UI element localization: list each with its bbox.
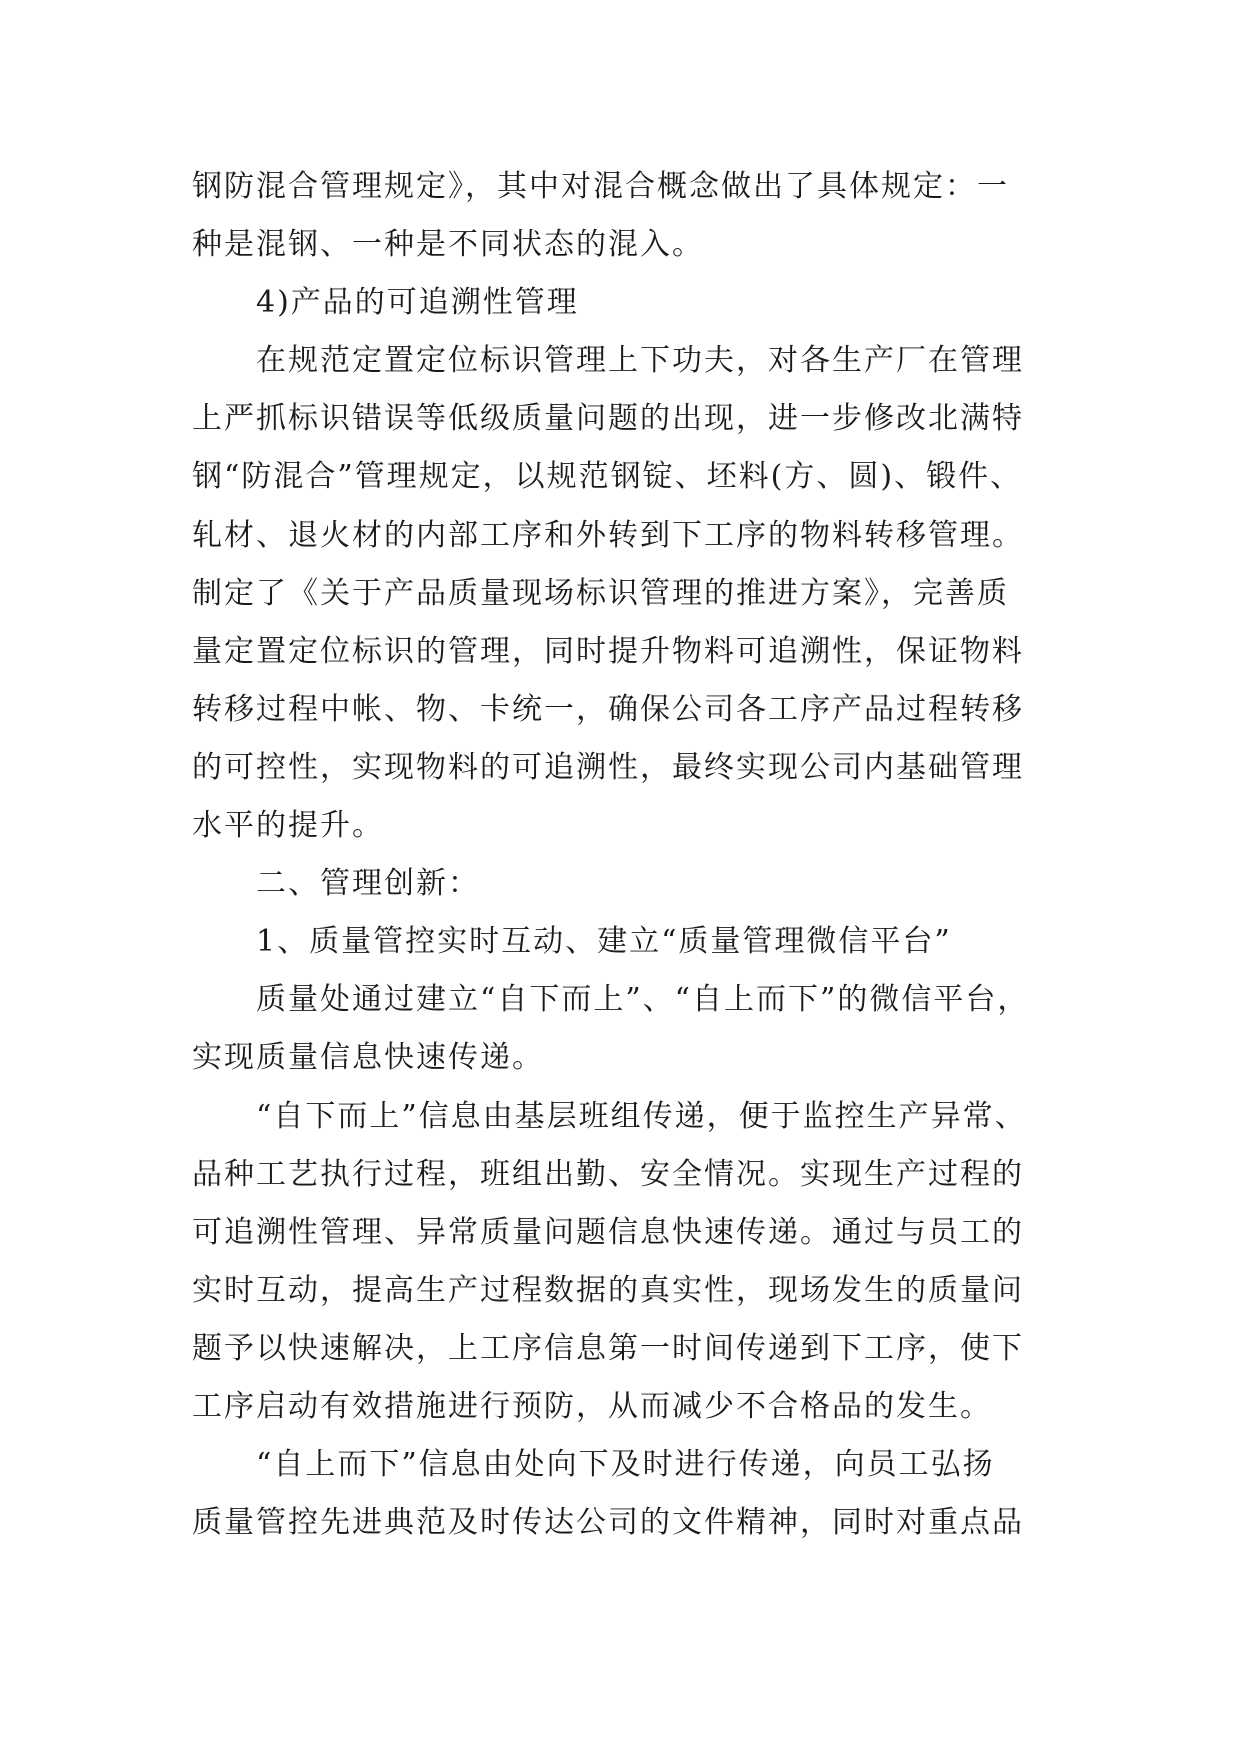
text-line: 转移过程中帐、物、卡统一，确保公司各工序产品过程转移	[192, 691, 1024, 727]
text-line: 题予以快速解决，上工序信息第一时间传递到下工序，使下	[192, 1330, 1024, 1366]
text-line: 工序启动有效措施进行预防，从而减少不合格品的发生。	[192, 1388, 992, 1424]
text-line: 制定了《关于产品质量现场标识管理的推进方案》，完善质	[192, 575, 1009, 611]
text-line: 钢防混合管理规定》，其中对混合概念做出了具体规定：一	[192, 169, 1009, 204]
text-line: 质量管控先进典范及时传达公司的文件精神，同时对重点品	[192, 1505, 1024, 1541]
text-line: 的可控性，实现物料的可追溯性，最终实现公司内基础管理	[192, 749, 1024, 785]
text-line: 质量处通过建立“自下而上”、“自上而下”的微信平台，	[256, 982, 1030, 1018]
text-line: “自下而上”信息由基层班组传递，便于监控生产异常、	[256, 1098, 1027, 1134]
text-line: 实时互动，提高生产过程数据的真实性，现场发生的质量问	[192, 1272, 1024, 1308]
text-line: “自上而下”信息由处向下及时进行传递，向员工弘扬	[256, 1447, 995, 1483]
text-line: 实现质量信息快速传递。	[192, 1040, 544, 1076]
text-line: 在规范定置定位标识管理上下功夫，对各生产厂在管理	[256, 343, 1024, 379]
text-line: 可追溯性管理、异常质量问题信息快速传递。通过与员工的	[192, 1214, 1024, 1250]
body-text	[192, 158, 1064, 1552]
text-line: 轧材、退火材的内部工序和外转到下工序的物料转移管理。	[192, 517, 1024, 553]
text-line: 品种工艺执行过程，班组出勤、安全情况。实现生产过程的	[192, 1156, 1024, 1192]
text-line: 水平的提升。	[192, 808, 384, 844]
text-line: 上严抓标识错误等低级质量问题的出现，进一步修改北满特	[192, 401, 1024, 437]
text-line: 1、质量管控实时互动、建立“质量管理微信平台”	[256, 924, 952, 960]
text-line: 钢“防混合”管理规定，以规范钢锭、坯料(方、圆)、锻件、	[192, 459, 1023, 495]
text-line: 种是混钢、一种是不同状态的混入。	[192, 227, 704, 263]
text-line: 4)产品的可追溯性管理	[256, 285, 579, 321]
text-line: 二、管理创新：	[256, 866, 480, 902]
text-line: 量定置定位标识的管理，同时提升物料可追溯性，保证物料	[192, 633, 1024, 669]
